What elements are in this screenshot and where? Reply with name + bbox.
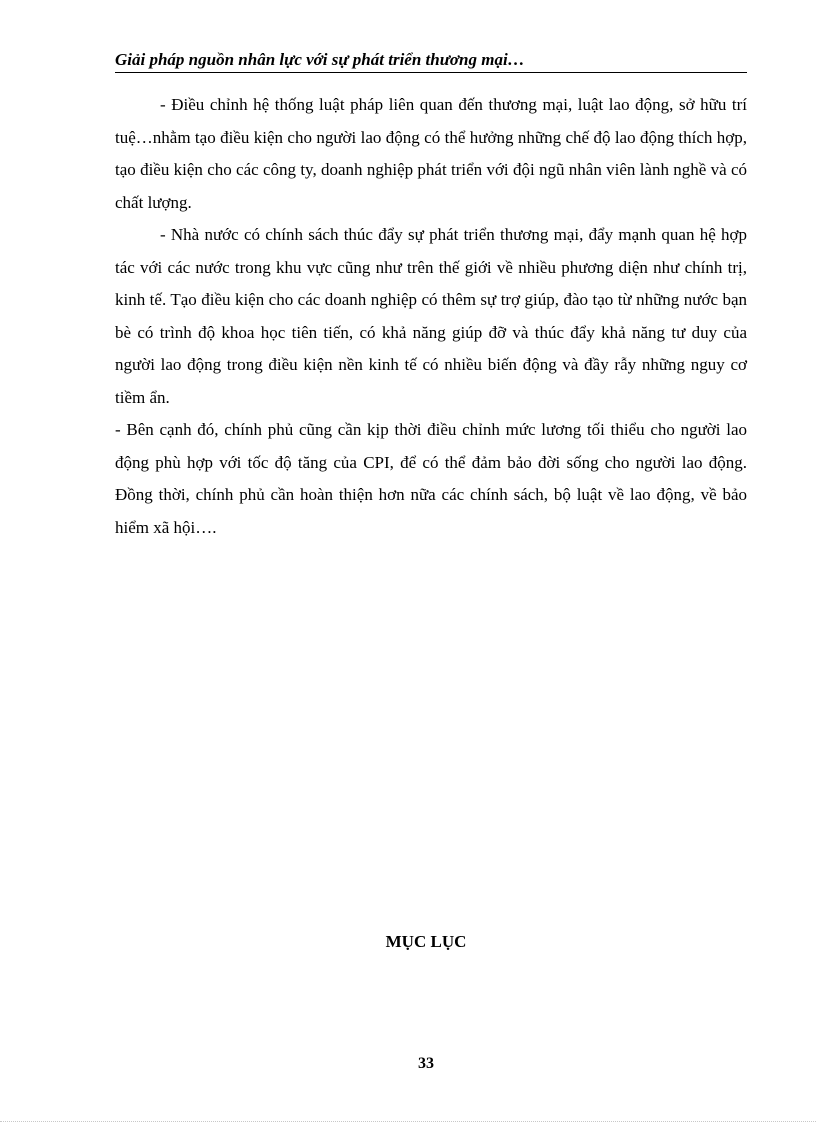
body-text — [115, 89, 747, 544]
paragraph-legal-system: - Điều chỉnh hệ thống luật pháp liên quan đến thương mại, luật lao động, sở hữu trí tuệ…nhằm tạo điều kiện cho người lao động có thể hưởng những chế độ lao động thích hợp, tạo điều kiện cho các công ty, doanh nghiệp phát triển với đội ngũ nhân viên lành nghề và có chất lượng. — [115, 95, 747, 212]
paragraph-minimum-wage: - Bên cạnh đó, chính phủ cũng cần kịp thời điều chỉnh mức lương tối thiểu cho người lao động phù hợp với tốc độ tăng của CPI, để có thể đảm bảo đời sống cho người lao động. Đồng thời, chính phủ cần hoàn thiện hơn nữa các chính sách, bộ luật về lao động, về bảo hiểm xã hội…. — [115, 420, 747, 537]
table-of-contents-heading: MỤC LỤC — [385, 932, 467, 951]
paragraph-trade-policy: - Nhà nước có chính sách thúc đẩy sự phát triển thương mại, đẩy mạnh quan hệ hợp tác với các nước trong khu vực cũng như trên thế giới về nhiều phương diện như chính trị, kinh tế. Tạo điều kiện cho các doanh nghiệp có thêm sự trợ giúp, đào tạo từ những nước bạn bè có trình độ khoa học tiên tiến, có khả năng giúp đỡ và thúc đẩy khả năng tư duy của người lao động trong điều kiện nền kinh tế có nhiều biến động và đầy rẫy những nguy cơ tiềm ẩn. — [115, 225, 747, 407]
bottom-divider — [0, 1121, 816, 1122]
page-number: 33 — [418, 1055, 434, 1072]
header-title: Giải pháp nguồn nhân lực với sự phát triển thương mại… — [115, 50, 525, 69]
running-header — [115, 48, 747, 73]
